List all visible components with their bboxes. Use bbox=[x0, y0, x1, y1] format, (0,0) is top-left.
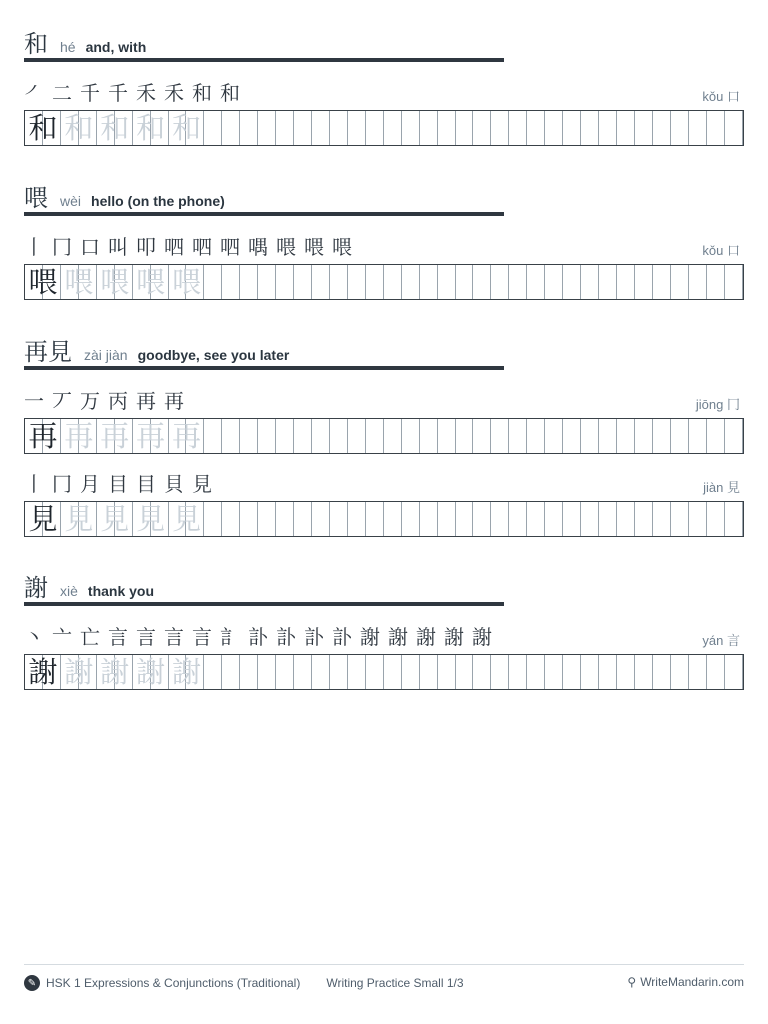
practice-cell[interactable] bbox=[725, 265, 743, 299]
practice-cell[interactable] bbox=[635, 419, 653, 453]
practice-cell[interactable] bbox=[348, 265, 366, 299]
practice-cell[interactable] bbox=[276, 265, 294, 299]
stroke-step: 一 bbox=[24, 389, 44, 413]
practice-cell[interactable] bbox=[491, 419, 509, 453]
trace-character: 喂 bbox=[100, 265, 130, 299]
stroke-step: 言 bbox=[108, 625, 128, 649]
practice-cell[interactable] bbox=[204, 655, 222, 689]
practice-cell[interactable] bbox=[671, 419, 689, 453]
stroke-step: 再 bbox=[136, 389, 156, 413]
practice-cell[interactable] bbox=[312, 419, 330, 453]
practice-grid bbox=[24, 501, 744, 537]
practice-cell[interactable] bbox=[204, 502, 222, 536]
write-mandarin-logo-icon: ✎ bbox=[24, 975, 40, 991]
practice-cell[interactable] bbox=[294, 502, 312, 536]
trace-character: 見 bbox=[64, 502, 94, 536]
practice-cell[interactable] bbox=[204, 419, 222, 453]
stroke-step: 亡 bbox=[80, 625, 100, 649]
practice-cell[interactable] bbox=[473, 655, 491, 689]
practice-cell[interactable] bbox=[258, 655, 276, 689]
practice-cell[interactable] bbox=[456, 265, 474, 299]
stroke-step: 目 bbox=[108, 472, 128, 496]
entry-divider bbox=[24, 366, 504, 370]
practice-cell[interactable] bbox=[635, 502, 653, 536]
stroke-step: 叩 bbox=[136, 235, 156, 259]
practice-grid bbox=[24, 110, 744, 146]
entry-hanzi: 喂 bbox=[24, 184, 48, 212]
trace-character: 再 bbox=[172, 419, 202, 453]
practice-cell[interactable] bbox=[563, 111, 581, 145]
practice-grid bbox=[24, 654, 744, 690]
practice-cell[interactable] bbox=[240, 265, 258, 299]
trace-character: 謝 bbox=[100, 655, 130, 689]
practice-cell[interactable] bbox=[366, 111, 384, 145]
practice-cell[interactable] bbox=[689, 111, 707, 145]
entry-he bbox=[24, 24, 744, 145]
practice-cell[interactable] bbox=[527, 419, 545, 453]
practice-cell[interactable] bbox=[563, 419, 581, 453]
trace-character: 和 bbox=[172, 111, 202, 145]
practice-cell[interactable] bbox=[725, 502, 743, 536]
stroke-order-sequence bbox=[24, 76, 248, 106]
practice-cell[interactable] bbox=[456, 655, 474, 689]
practice-cell[interactable] bbox=[689, 419, 707, 453]
practice-cell[interactable] bbox=[509, 265, 527, 299]
practice-cell[interactable] bbox=[438, 265, 456, 299]
footer-left bbox=[24, 975, 464, 991]
practice-cell[interactable] bbox=[402, 502, 420, 536]
stroke-step: 謝 bbox=[416, 625, 436, 649]
practice-cell[interactable] bbox=[222, 265, 240, 299]
practice-cell[interactable] bbox=[348, 419, 366, 453]
entry-definition: and, with bbox=[85, 39, 147, 55]
practice-cell[interactable] bbox=[581, 419, 599, 453]
entry-wei bbox=[24, 178, 744, 299]
practice-cell[interactable] bbox=[545, 655, 563, 689]
practice-cell[interactable] bbox=[312, 111, 330, 145]
stroke-step: 再 bbox=[164, 389, 184, 413]
model-character: 再 bbox=[28, 419, 58, 453]
trace-character: 喂 bbox=[136, 265, 166, 299]
stroke-step: 丶 bbox=[24, 625, 44, 649]
char-practice-block bbox=[24, 230, 744, 300]
practice-cell[interactable] bbox=[294, 655, 312, 689]
practice-cell[interactable] bbox=[348, 502, 366, 536]
practice-cell[interactable] bbox=[420, 655, 438, 689]
char-practice-block bbox=[24, 384, 744, 454]
practice-cell[interactable] bbox=[653, 502, 671, 536]
stroke-order-sequence bbox=[24, 230, 360, 260]
practice-cell[interactable] bbox=[204, 265, 222, 299]
practice-cell[interactable] bbox=[312, 655, 330, 689]
entry-header bbox=[24, 24, 744, 58]
practice-cell[interactable] bbox=[294, 111, 312, 145]
practice-cell[interactable] bbox=[545, 419, 563, 453]
practice-cell[interactable] bbox=[617, 265, 635, 299]
entry-hanzi: 謝 bbox=[24, 574, 48, 602]
practice-cell[interactable] bbox=[509, 111, 527, 145]
practice-cell[interactable] bbox=[330, 419, 348, 453]
trace-character: 見 bbox=[100, 502, 130, 536]
practice-cell[interactable] bbox=[653, 419, 671, 453]
footer-subtitle: Writing Practice Small 1/3 bbox=[326, 976, 464, 990]
practice-cell[interactable] bbox=[222, 502, 240, 536]
stroke-step: 見 bbox=[192, 472, 212, 496]
practice-cell[interactable] bbox=[491, 502, 509, 536]
practice-cell[interactable] bbox=[563, 265, 581, 299]
practice-cell[interactable] bbox=[276, 419, 294, 453]
practice-cell[interactable] bbox=[617, 419, 635, 453]
radical-label: kǒu 口 bbox=[702, 243, 740, 258]
footer-right bbox=[627, 975, 744, 989]
stroke-step: 丨 bbox=[24, 235, 44, 259]
practice-cell[interactable] bbox=[635, 111, 653, 145]
practice-cell[interactable] bbox=[599, 502, 617, 536]
practice-cell[interactable] bbox=[384, 111, 402, 145]
stroke-step: 言 bbox=[164, 625, 184, 649]
practice-cell[interactable] bbox=[473, 419, 491, 453]
stroke-step: 貝 bbox=[164, 472, 184, 496]
practice-cell[interactable] bbox=[617, 502, 635, 536]
trace-character: 謝 bbox=[64, 655, 94, 689]
practice-cell[interactable] bbox=[366, 419, 384, 453]
practice-cell[interactable] bbox=[473, 502, 491, 536]
trace-character: 和 bbox=[64, 111, 94, 145]
stroke-step: 言 bbox=[192, 625, 212, 649]
practice-cell[interactable] bbox=[366, 502, 384, 536]
practice-cell[interactable] bbox=[456, 419, 474, 453]
practice-cell[interactable] bbox=[276, 655, 294, 689]
practice-cell[interactable] bbox=[294, 419, 312, 453]
stroke-step: 喂 bbox=[304, 235, 324, 259]
practice-cell[interactable] bbox=[204, 111, 222, 145]
practice-cell[interactable] bbox=[438, 111, 456, 145]
stroke-step: 訃 bbox=[276, 625, 296, 649]
practice-cell[interactable] bbox=[725, 111, 743, 145]
stroke-step: 目 bbox=[136, 472, 156, 496]
entry-header bbox=[24, 178, 744, 212]
practice-cell[interactable] bbox=[563, 502, 581, 536]
practice-cell[interactable] bbox=[222, 111, 240, 145]
model-character: 見 bbox=[28, 502, 58, 536]
char-practice-block bbox=[24, 76, 744, 146]
stroke-step: 冂 bbox=[52, 235, 72, 259]
practice-cell[interactable] bbox=[222, 655, 240, 689]
radical-label: jiōng 冂 bbox=[695, 397, 740, 412]
practice-cell[interactable] bbox=[330, 655, 348, 689]
practice-cell[interactable] bbox=[671, 655, 689, 689]
practice-cell[interactable] bbox=[581, 502, 599, 536]
practice-cell[interactable] bbox=[384, 419, 402, 453]
entry-pinyin: wèi bbox=[60, 193, 82, 209]
practice-cell[interactable] bbox=[384, 502, 402, 536]
stroke-step: 呬 bbox=[220, 235, 240, 259]
practice-cell[interactable] bbox=[599, 655, 617, 689]
practice-cell[interactable] bbox=[581, 655, 599, 689]
trace-character: 再 bbox=[100, 419, 130, 453]
practice-cell[interactable] bbox=[707, 265, 725, 299]
stroke-step: ㇒ bbox=[24, 81, 44, 105]
entry-definition: goodbye, see you later bbox=[137, 347, 290, 363]
practice-cell[interactable] bbox=[240, 502, 258, 536]
practice-cell[interactable] bbox=[725, 419, 743, 453]
practice-cell[interactable] bbox=[707, 419, 725, 453]
practice-cell[interactable] bbox=[456, 502, 474, 536]
practice-cell[interactable] bbox=[671, 265, 689, 299]
stroke-order-sequence bbox=[24, 620, 500, 650]
entry-xie bbox=[24, 568, 744, 689]
stroke-step: 呬 bbox=[164, 235, 184, 259]
stroke-step: 和 bbox=[220, 81, 240, 105]
stroke-step: 謝 bbox=[444, 625, 464, 649]
footer-title: HSK 1 Expressions & Conjunctions (Traditional) bbox=[46, 976, 301, 990]
practice-cell[interactable] bbox=[473, 111, 491, 145]
practice-cell[interactable] bbox=[348, 111, 366, 145]
practice-cell[interactable] bbox=[707, 502, 725, 536]
practice-cell[interactable] bbox=[312, 502, 330, 536]
entry-pinyin: hé bbox=[60, 39, 76, 55]
practice-cell[interactable] bbox=[527, 502, 545, 536]
practice-cell[interactable] bbox=[366, 265, 384, 299]
practice-cell[interactable] bbox=[348, 655, 366, 689]
entry-definition: hello (on the phone) bbox=[91, 193, 225, 209]
stroke-step: 千 bbox=[108, 81, 128, 105]
model-character: 和 bbox=[28, 111, 58, 145]
practice-cell[interactable] bbox=[330, 265, 348, 299]
trace-character: 再 bbox=[136, 419, 166, 453]
stroke-step: 亠 bbox=[52, 625, 72, 649]
practice-cell[interactable] bbox=[258, 265, 276, 299]
practice-cell[interactable] bbox=[276, 111, 294, 145]
entry-definition: thank you bbox=[87, 583, 155, 599]
stroke-step: 謝 bbox=[360, 625, 380, 649]
stroke-step: 二 bbox=[52, 81, 72, 105]
practice-cell[interactable] bbox=[563, 655, 581, 689]
stroke-step: 訃 bbox=[304, 625, 324, 649]
practice-cell[interactable] bbox=[689, 502, 707, 536]
practice-cell[interactable] bbox=[258, 111, 276, 145]
practice-cell[interactable] bbox=[491, 111, 509, 145]
practice-cell[interactable] bbox=[707, 655, 725, 689]
model-character: 喂 bbox=[28, 265, 58, 299]
practice-cell[interactable] bbox=[240, 419, 258, 453]
radical-label: jiàn 見 bbox=[703, 480, 740, 495]
entry-divider bbox=[24, 212, 504, 216]
practice-cell[interactable] bbox=[258, 502, 276, 536]
stroke-step: 口 bbox=[80, 235, 100, 259]
stroke-order-sequence bbox=[24, 467, 220, 497]
char-practice-block bbox=[24, 467, 744, 537]
practice-grid bbox=[24, 264, 744, 300]
entry-divider bbox=[24, 58, 504, 62]
entry-pinyin: xiè bbox=[60, 583, 78, 599]
trace-character: 和 bbox=[136, 111, 166, 145]
stroke-step: 丆 bbox=[52, 389, 72, 413]
radical-label: yán 言 bbox=[702, 633, 740, 648]
stroke-step: 禾 bbox=[136, 81, 156, 105]
practice-cell[interactable] bbox=[384, 655, 402, 689]
trace-character: 喂 bbox=[172, 265, 202, 299]
practice-cell[interactable] bbox=[258, 419, 276, 453]
practice-cell[interactable] bbox=[599, 419, 617, 453]
practice-cell[interactable] bbox=[491, 265, 509, 299]
stroke-step: 丨 bbox=[24, 472, 44, 496]
stroke-step: 万 bbox=[80, 389, 100, 413]
practice-cell[interactable] bbox=[402, 419, 420, 453]
stroke-step: 呬 bbox=[192, 235, 212, 259]
practice-cell[interactable] bbox=[725, 655, 743, 689]
footer-site: WriteMandarin.com bbox=[640, 975, 744, 989]
trace-character: 謝 bbox=[136, 655, 166, 689]
radical-label: kǒu 口 bbox=[702, 89, 740, 104]
practice-cell[interactable] bbox=[438, 655, 456, 689]
trace-character: 見 bbox=[136, 502, 166, 536]
practice-cell[interactable] bbox=[420, 419, 438, 453]
stroke-step: 訁 bbox=[220, 625, 240, 649]
trace-character: 再 bbox=[64, 419, 94, 453]
practice-cell[interactable] bbox=[689, 265, 707, 299]
practice-cell[interactable] bbox=[653, 265, 671, 299]
trace-character: 喂 bbox=[64, 265, 94, 299]
entry-zaijian bbox=[24, 332, 744, 536]
trace-character: 見 bbox=[172, 502, 202, 536]
stroke-step: 叫 bbox=[108, 235, 128, 259]
practice-cell[interactable] bbox=[402, 265, 420, 299]
practice-cell[interactable] bbox=[509, 655, 527, 689]
practice-cell[interactable] bbox=[294, 265, 312, 299]
practice-cell[interactable] bbox=[240, 655, 258, 689]
entry-divider bbox=[24, 602, 504, 606]
practice-cell[interactable] bbox=[635, 265, 653, 299]
practice-cell[interactable] bbox=[581, 265, 599, 299]
practice-cell[interactable] bbox=[617, 655, 635, 689]
entry-pinyin: zài jiàn bbox=[84, 347, 128, 363]
practice-cell[interactable] bbox=[653, 111, 671, 145]
stroke-step: 訃 bbox=[332, 625, 352, 649]
trace-character: 和 bbox=[100, 111, 130, 145]
practice-cell[interactable] bbox=[509, 502, 527, 536]
ring-icon: ⚲ bbox=[627, 975, 637, 989]
practice-cell[interactable] bbox=[527, 265, 545, 299]
stroke-step: 千 bbox=[80, 81, 100, 105]
practice-cell[interactable] bbox=[689, 655, 707, 689]
entry-hanzi: 再見 bbox=[24, 338, 72, 366]
stroke-step: 訃 bbox=[248, 625, 268, 649]
practice-cell[interactable] bbox=[473, 265, 491, 299]
stroke-step: 冂 bbox=[52, 472, 72, 496]
practice-cell[interactable] bbox=[420, 111, 438, 145]
practice-grid bbox=[24, 418, 744, 454]
practice-cell[interactable] bbox=[366, 655, 384, 689]
practice-cell[interactable] bbox=[240, 111, 258, 145]
practice-cell[interactable] bbox=[671, 111, 689, 145]
stroke-step: 喁 bbox=[248, 235, 268, 259]
stroke-step: 月 bbox=[80, 472, 100, 496]
practice-cell[interactable] bbox=[545, 265, 563, 299]
practice-cell[interactable] bbox=[420, 265, 438, 299]
char-practice-block bbox=[24, 620, 744, 690]
practice-cell[interactable] bbox=[545, 111, 563, 145]
stroke-order-sequence bbox=[24, 384, 192, 414]
practice-cell[interactable] bbox=[330, 111, 348, 145]
practice-cell[interactable] bbox=[276, 502, 294, 536]
stroke-step: 言 bbox=[136, 625, 156, 649]
practice-cell[interactable] bbox=[330, 502, 348, 536]
practice-cell[interactable] bbox=[456, 111, 474, 145]
practice-cell[interactable] bbox=[402, 655, 420, 689]
model-character: 謝 bbox=[28, 655, 58, 689]
stroke-step: 禾 bbox=[164, 81, 184, 105]
practice-cell[interactable] bbox=[527, 111, 545, 145]
entry-header bbox=[24, 568, 744, 602]
practice-cell[interactable] bbox=[599, 265, 617, 299]
practice-cell[interactable] bbox=[438, 502, 456, 536]
stroke-step: 謝 bbox=[388, 625, 408, 649]
practice-cell[interactable] bbox=[509, 419, 527, 453]
trace-character: 謝 bbox=[172, 655, 202, 689]
practice-cell[interactable] bbox=[491, 655, 509, 689]
practice-cell[interactable] bbox=[653, 655, 671, 689]
practice-cell[interactable] bbox=[707, 111, 725, 145]
stroke-step: 喂 bbox=[332, 235, 352, 259]
practice-cell[interactable] bbox=[581, 111, 599, 145]
stroke-step: 和 bbox=[192, 81, 212, 105]
practice-cell[interactable] bbox=[635, 655, 653, 689]
practice-cell[interactable] bbox=[312, 265, 330, 299]
practice-cell[interactable] bbox=[545, 502, 563, 536]
practice-cell[interactable] bbox=[384, 265, 402, 299]
practice-cell[interactable] bbox=[420, 502, 438, 536]
entry-header bbox=[24, 332, 744, 366]
page-footer bbox=[24, 964, 744, 1005]
practice-cell[interactable] bbox=[222, 419, 240, 453]
practice-cell[interactable] bbox=[671, 502, 689, 536]
stroke-step: 丙 bbox=[108, 389, 128, 413]
practice-cell[interactable] bbox=[438, 419, 456, 453]
entry-hanzi: 和 bbox=[24, 30, 48, 58]
practice-cell[interactable] bbox=[402, 111, 420, 145]
stroke-step: 謝 bbox=[472, 625, 492, 649]
practice-cell[interactable] bbox=[599, 111, 617, 145]
practice-cell[interactable] bbox=[617, 111, 635, 145]
stroke-step: 喂 bbox=[276, 235, 296, 259]
practice-cell[interactable] bbox=[527, 655, 545, 689]
